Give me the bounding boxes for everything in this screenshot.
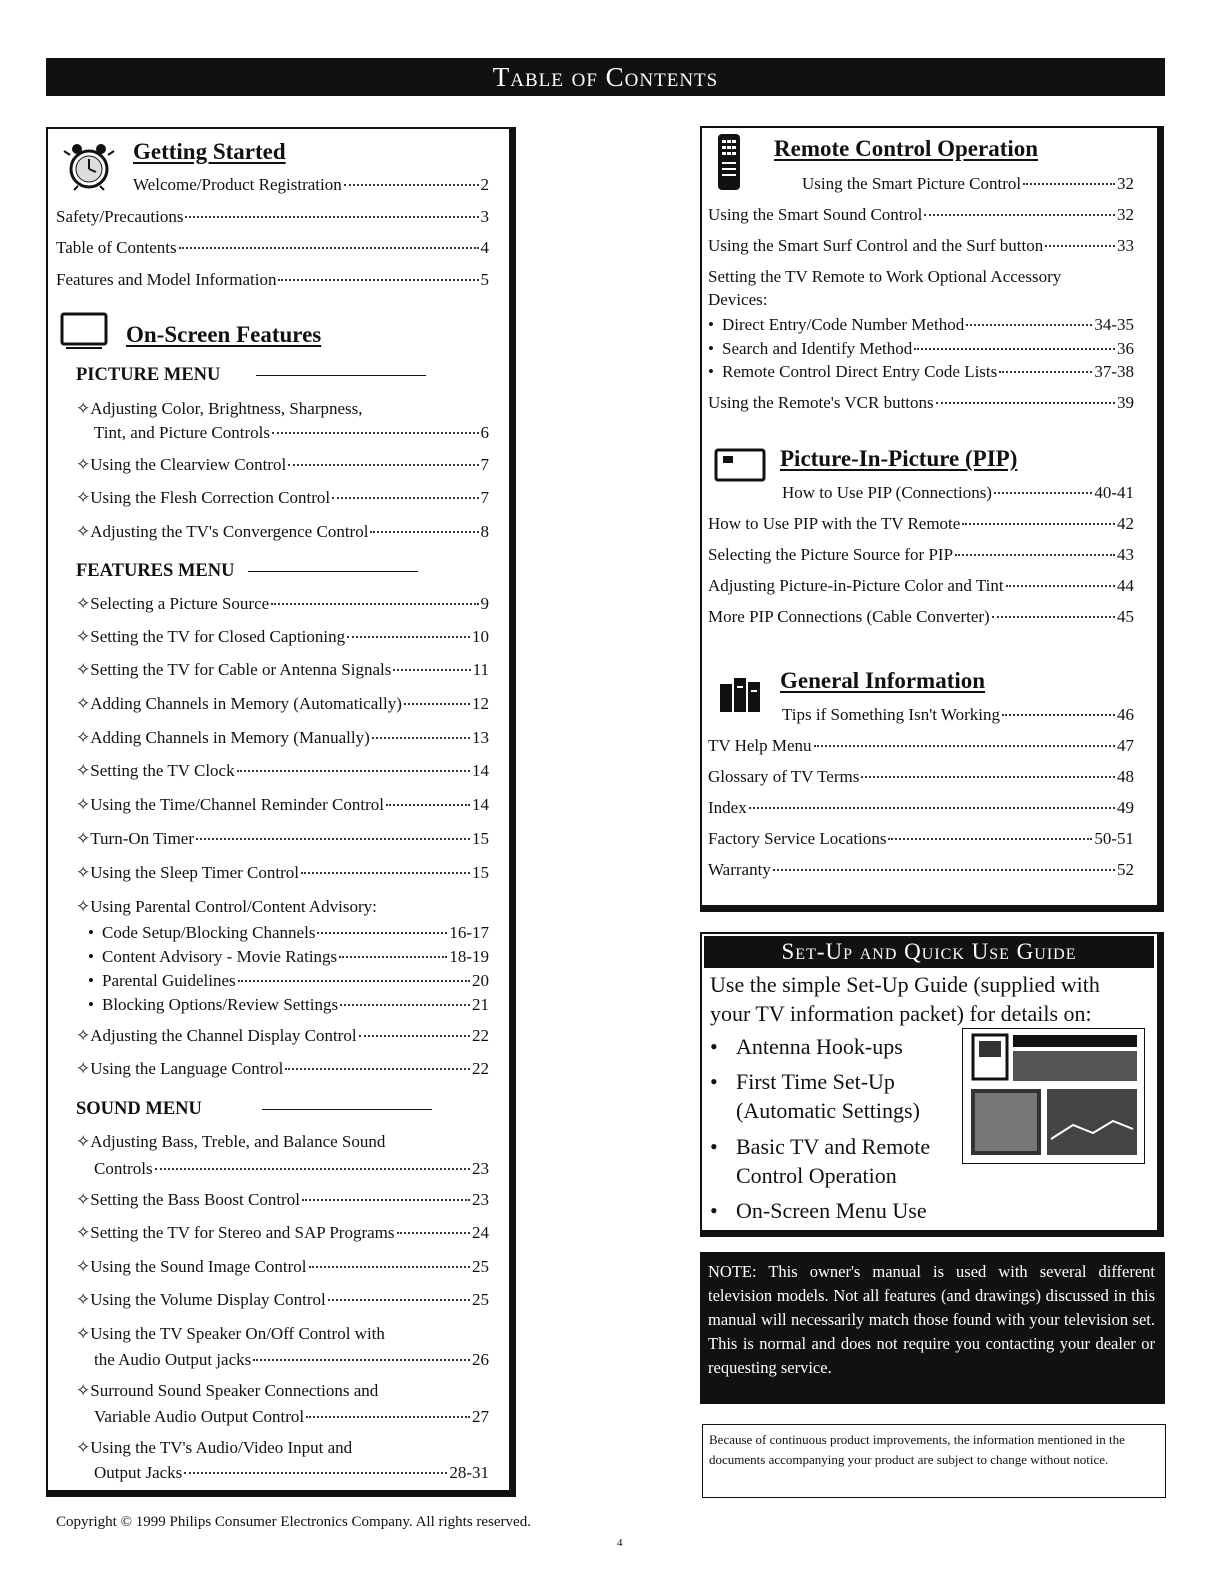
toc-entry[interactable]: ✧Adding Channels in Memory (Automatically) 12 (76, 694, 489, 713)
setup-list-item: • Basic TV and Remote (710, 1134, 931, 1159)
setup-intro: Use the simple Set-Up Guide (supplied with your TV information packet) for details on: (710, 972, 1100, 1026)
toc-entry-line[interactable]: ✧Using Parental Control/Content Advisory: (76, 897, 377, 916)
section-title-getting-started: Getting Started (133, 139, 286, 164)
toc-entry-line[interactable]: ✧Using the TV Speaker On/Off Control with (76, 1324, 385, 1343)
toc-entry[interactable]: Features and Model Information 5 (56, 270, 489, 289)
note-panel: NOTE: This owner's manual is used with several different television models. Not all features (and drawings) discussed in this manual will necessarily match those found with your television set. This is normal and does not require you contacting your dealer or requesting service. (700, 1252, 1165, 1404)
toc-entry[interactable]: How to Use PIP with the TV Remote 42 (708, 514, 1134, 533)
toc-entry[interactable]: Tips if Something Isn't Working 46 (782, 705, 1134, 724)
toc-entry[interactable]: Using the Smart Surf Control and the Surf button 33 (708, 236, 1134, 255)
toc-entry[interactable]: ✧Selecting a Picture Source 9 (76, 594, 489, 613)
toc-entry[interactable]: ✧Setting the Bass Boost Control 23 (76, 1190, 489, 1209)
toc-entry[interactable]: Output Jacks 28-31 (94, 1463, 489, 1482)
setup-guide-thumbnail (962, 1028, 1145, 1164)
setup-list-item: (Automatic Settings) (736, 1098, 920, 1123)
toc-entry[interactable]: Factory Service Locations 50-51 (708, 829, 1134, 848)
toc-entry[interactable]: ✧Adding Channels in Memory (Manually) 13 (76, 728, 489, 747)
picture-menu-heading: PICTURE MENU (76, 365, 426, 386)
toc-entry-line[interactable]: ✧Using the TV's Audio/Video Input and (76, 1438, 353, 1457)
toc-entry[interactable]: Table of Contents 4 (56, 238, 489, 257)
toc-entry[interactable]: Tint, and Picture Controls 6 (94, 423, 489, 442)
toc-entry[interactable]: TV Help Menu 47 (708, 736, 1134, 755)
tv-screen-icon (60, 312, 108, 350)
setup-guide-header: Set-Up and Quick Use Guide (704, 936, 1154, 968)
disclaimer-box: Because of continuous product improvements, the information mentioned in the documents accompanying your product are subject to change without notice. (702, 1424, 1166, 1498)
toc-entry[interactable]: Using the Smart Picture Control 32 (802, 174, 1134, 193)
toc-entry-line[interactable]: ✧Adjusting Color, Brightness, Sharpness, (76, 399, 363, 418)
toc-entry[interactable]: ✧Setting the TV for Stereo and SAP Programs 24 (76, 1223, 489, 1242)
left-contents-panel (46, 127, 516, 1497)
section-title-pip: Picture-In-Picture (PIP) (780, 446, 1018, 471)
sound-menu-heading: SOUND MENU (76, 1099, 432, 1120)
setup-list-item: Control Operation (736, 1163, 897, 1188)
page-title: Table of Contents (492, 62, 719, 92)
toc-entry[interactable]: • Direct Entry/Code Number Method 34-35 (708, 315, 1134, 335)
toc-entry[interactable]: Controls 23 (94, 1159, 489, 1178)
toc-entry[interactable]: ✧Using the Volume Display Control 25 (76, 1290, 489, 1309)
remote-control-icon (716, 132, 742, 192)
toc-entry-line: Devices: (708, 290, 768, 309)
toc-entry[interactable]: ✧Setting the TV for Cable or Antenna Signals 11 (76, 660, 489, 679)
page-title-banner (46, 58, 1165, 96)
toc-entry[interactable]: • Parental Guidelines 20 (88, 971, 489, 991)
setup-list-item: • On-Screen Menu Use (710, 1198, 927, 1223)
toc-entry[interactable]: • Remote Control Direct Entry Code Lists 37-38 (708, 362, 1134, 382)
toc-entry-line[interactable]: Setting the TV Remote to Work Optional Accessory (708, 267, 1062, 286)
toc-entry[interactable]: Index 49 (708, 798, 1134, 817)
toc-entry[interactable]: Safety/Precautions 3 (56, 207, 489, 226)
section-title-remote-control: Remote Control Operation (774, 136, 1039, 161)
toc-entry[interactable]: ✧Turn-On Timer 15 (76, 829, 489, 848)
toc-entry[interactable]: Glossary of TV Terms 48 (708, 767, 1134, 786)
page-number: 4 (617, 1537, 623, 1549)
toc-entry[interactable]: How to Use PIP (Connections) 40-41 (782, 483, 1134, 502)
setup-guide-illustration (963, 1029, 1143, 1162)
toc-entry[interactable]: Using the Remote's VCR buttons 39 (708, 393, 1134, 412)
toc-entry[interactable]: Using the Smart Sound Control 32 (708, 205, 1134, 224)
features-menu-heading: FEATURES MENU (76, 561, 418, 582)
toc-entry[interactable]: Welcome/Product Registration 2 (133, 175, 489, 194)
toc-entry[interactable]: More PIP Connections (Cable Converter) 45 (708, 607, 1134, 626)
toc-entry[interactable]: ✧Using the Clearview Control 7 (76, 455, 489, 474)
toc-entry[interactable]: ✧Using the Sound Image Control 25 (76, 1257, 489, 1276)
pip-screen-icon (714, 448, 766, 484)
toc-entry[interactable]: the Audio Output jacks 26 (94, 1350, 489, 1369)
setup-guide-panel (700, 932, 1164, 1237)
section-title-general-information: General Information (780, 668, 986, 693)
toc-entry[interactable]: ✧Using the Sleep Timer Control 15 (76, 863, 489, 882)
toc-entry[interactable]: • Search and Identify Method 36 (708, 339, 1134, 359)
toc-entry[interactable]: ✧Setting the TV for Closed Captioning 10 (76, 627, 489, 646)
toc-entry[interactable]: Selecting the Picture Source for PIP 43 (708, 545, 1134, 564)
books-icon (716, 674, 766, 714)
toc-entry[interactable]: Adjusting Picture-in-Picture Color and Tint 44 (708, 576, 1134, 595)
toc-entry[interactable]: Warranty 52 (708, 860, 1134, 879)
setup-list-item: • First Time Set-Up (710, 1069, 895, 1094)
toc-entry[interactable]: • Content Advisory - Movie Ratings 18-19 (88, 947, 489, 967)
copyright-line: Copyright © 1999 Philips Consumer Electronics Company. All rights reserved. (56, 1514, 531, 1530)
toc-entry[interactable]: • Blocking Options/Review Settings 21 (88, 995, 489, 1015)
toc-entry[interactable]: ✧Setting the TV Clock 14 (76, 761, 489, 780)
setup-list-item: • Antenna Hook-ups (710, 1034, 903, 1059)
toc-entry[interactable]: ✧Using the Flesh Correction Control 7 (76, 488, 489, 507)
toc-entry[interactable]: Variable Audio Output Control 27 (94, 1407, 489, 1426)
toc-entry-line[interactable]: ✧Surround Sound Speaker Connections and (76, 1381, 379, 1400)
alarm-clock-icon (60, 139, 118, 191)
toc-entry[interactable]: ✧Adjusting the Channel Display Control 22 (76, 1026, 489, 1045)
section-title-on-screen-features: On-Screen Features (126, 322, 322, 347)
toc-entry[interactable]: ✧Adjusting the TV's Convergence Control 8 (76, 522, 489, 541)
toc-entry[interactable]: • Code Setup/Blocking Channels 16-17 (88, 923, 489, 943)
right-contents-panel (700, 126, 1164, 912)
toc-entry-line[interactable]: ✧Adjusting Bass, Treble, and Balance Sound (76, 1132, 386, 1151)
toc-entry[interactable]: ✧Using the Language Control 22 (76, 1059, 489, 1078)
toc-entry[interactable]: ✧Using the Time/Channel Reminder Control 14 (76, 795, 489, 814)
